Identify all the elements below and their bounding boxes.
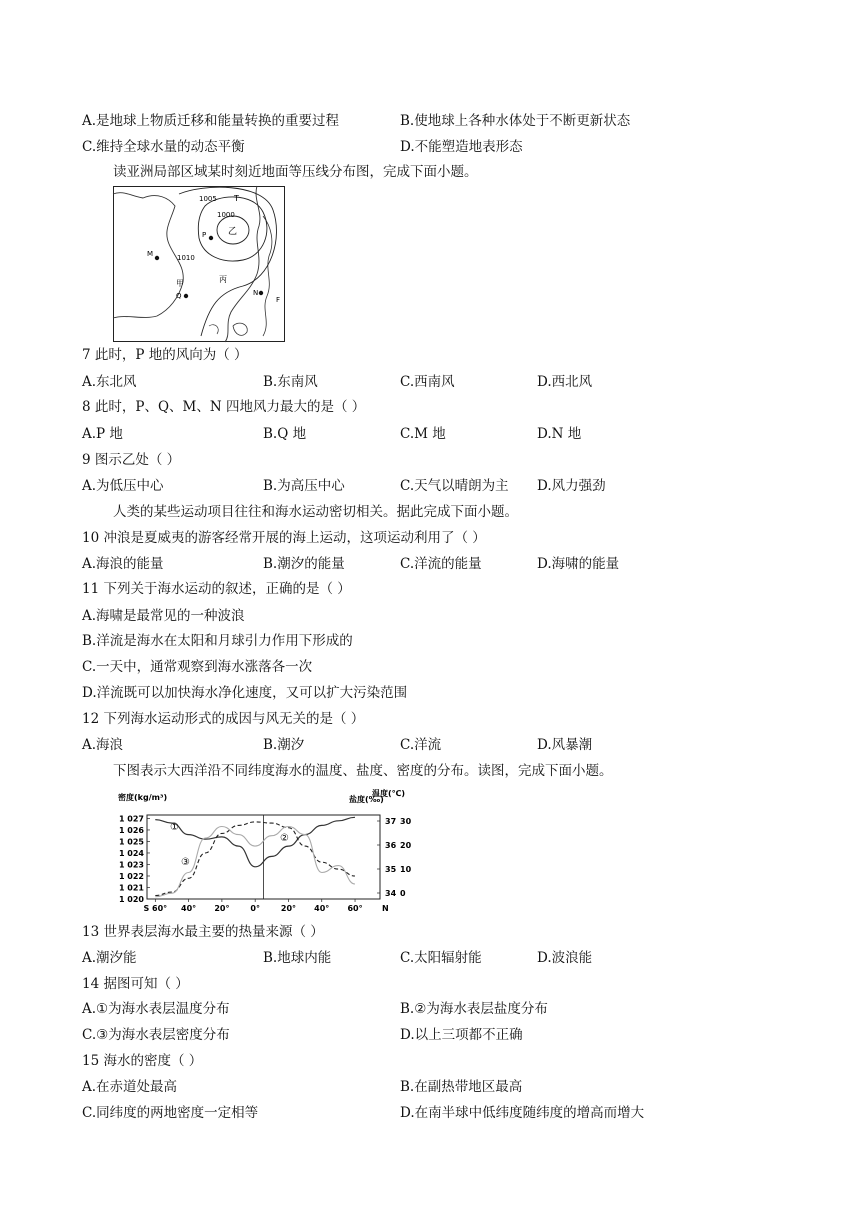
- q12-option-a: A.海浪: [82, 737, 124, 753]
- q15-option-a: A.在赤道处最高: [82, 1079, 178, 1095]
- ylabel-salinity: 盐度(‰): [349, 795, 384, 804]
- label-yi: 乙: [228, 227, 238, 237]
- x-tick-label: S 60°: [143, 904, 168, 913]
- q12-option-b: B.潮汐: [263, 737, 305, 753]
- y-tick-label: 1 021: [118, 883, 144, 893]
- q12-option-c: C.洋流: [400, 737, 442, 753]
- q8-option-a: A.P 地: [82, 426, 123, 442]
- point-q: [184, 294, 188, 298]
- ocean-properties-chart: [110, 786, 410, 914]
- q15-stem: 15 海水的密度（ ）: [82, 1053, 203, 1069]
- y-tick-label: 1 020: [118, 895, 144, 904]
- x-tick-label: N: [382, 904, 389, 913]
- label-bing: 丙: [219, 275, 227, 284]
- q8-option-b: B.Q 地: [263, 426, 307, 442]
- series-1-label: ①: [170, 822, 179, 833]
- q8-stem: 8 此时，P、Q、M、N 四地风力最大的是（ ）: [82, 399, 366, 415]
- q14-option-d: D.以上三项都不正确: [400, 1027, 523, 1043]
- temperature-tick-label: 10: [400, 865, 412, 874]
- q11-option-d: D.洋流既可以加快海水净化速度，又可以扩大污染范围: [82, 685, 408, 701]
- point-n: [259, 291, 263, 295]
- temperature-tick-label: 30: [400, 817, 412, 826]
- label-q: Q: [176, 292, 182, 300]
- q15-option-c: C.同纬度的两地密度一定相等: [82, 1105, 259, 1121]
- label-jia: 甲: [176, 279, 184, 288]
- y-tick-label: 1 023: [118, 860, 144, 870]
- sea-intro: 人类的某些运动项目往往和海水运动密切相关。据此完成下面小题。: [113, 504, 518, 520]
- q13-option-a: A.潮汐能: [82, 950, 137, 966]
- x-tick-label: 60°: [347, 904, 363, 913]
- temperature-tick-label: 20: [400, 841, 412, 850]
- isobar-1000-label: 1000: [217, 211, 235, 219]
- map-intro: 读亚洲局部区域某时刻近地面等压线分布图，完成下面小题。: [113, 164, 478, 180]
- q7-option-c: C.西南风: [400, 374, 455, 390]
- y-tick-label: 1 022: [118, 871, 144, 881]
- y-tick-label: 1 025: [118, 837, 144, 847]
- q10-stem: 10 冲浪是夏威夷的游客经常开展的海上运动，这项运动利用了（ ）: [82, 530, 486, 546]
- q9-stem: 9 图示乙处（ ）: [82, 452, 181, 468]
- series-3-label: ③: [181, 857, 190, 868]
- q8-option-d: D.N 地: [537, 426, 582, 442]
- q9-option-d: D.风力强劲: [537, 478, 606, 494]
- q9-option-b: B.为高压中心: [263, 478, 345, 494]
- q10-option-d: D.海啸的能量: [537, 556, 620, 572]
- q7-option-d: D.西北风: [537, 374, 593, 390]
- x-tick-label: 40°: [314, 904, 330, 913]
- isobar-1010-label: 1010: [177, 254, 195, 262]
- label-n: N: [253, 289, 259, 297]
- q13-option-b: B.地球内能: [263, 950, 332, 966]
- q6-option-d: D.不能塑造地表形态: [400, 139, 523, 155]
- x-tick-label: 40°: [181, 904, 197, 913]
- q8-option-c: C.M 地: [400, 426, 446, 442]
- q11-option-a: A.海啸是最常见的一种波浪: [82, 608, 245, 624]
- q9-option-a: A.为低压中心: [82, 478, 164, 494]
- q10-option-c: C.洋流的能量: [400, 556, 482, 572]
- chart-intro: 下图表示大西洋沿不同纬度海水的温度、盐度、密度的分布。读图，完成下面小题。: [113, 763, 613, 779]
- salinity-tick-label: 35: [385, 865, 397, 874]
- q12-option-d: D.风暴潮: [537, 737, 593, 753]
- q6-option-c: C.维持全球水量的动态平衡: [82, 139, 245, 155]
- point-p: [209, 236, 213, 240]
- q9-option-c: C.天气以晴朗为主: [400, 478, 509, 494]
- q10-option-b: B.潮汐的能量: [263, 556, 345, 572]
- y-tick-label: 1 027: [118, 814, 144, 824]
- label-m: M: [147, 250, 154, 258]
- q11-option-b: B.洋流是海水在太阳和月球引力作用下形成的: [82, 633, 353, 649]
- q11-stem: 11 下列关于海水运动的叙述，正确的是（ ）: [82, 581, 351, 597]
- point-m: [155, 256, 159, 260]
- q14-option-a: A.①为海水表层温度分布: [82, 1001, 230, 1017]
- q15-option-d: D.在南半球中低纬度随纬度的增高而增大: [400, 1105, 645, 1121]
- ylabel-temperature: 温度(℃): [372, 789, 405, 798]
- q6-option-a: A.是地球上物质迁移和能量转换的重要过程: [82, 113, 340, 129]
- isobar-1005-label: 1005: [199, 195, 217, 203]
- q14-option-c: C.③为海水表层密度分布: [82, 1027, 230, 1043]
- salinity-tick-label: 34: [385, 889, 397, 898]
- temperature-tick-label: 0: [400, 889, 406, 898]
- label-f: F: [276, 296, 281, 304]
- label-p: P: [202, 231, 207, 239]
- q10-option-a: A.海浪的能量: [82, 556, 164, 572]
- y-tick-label: 1 026: [118, 825, 144, 835]
- q14-option-b: B.②为海水表层盐度分布: [400, 1001, 548, 1017]
- q7-option-a: A.东北风: [82, 374, 137, 390]
- ylabel-density: 密度(kg/m³): [118, 793, 168, 802]
- q6-option-b: B.使地球上各种水体处于不断更新状态: [400, 113, 631, 129]
- q15-option-b: B.在副热带地区最高: [400, 1079, 523, 1095]
- q14-stem: 14 据图可知（ ）: [82, 976, 189, 992]
- q13-option-c: C.太阳辐射能: [400, 950, 482, 966]
- isobar-map: [113, 186, 285, 342]
- q13-stem: 13 世界表层海水最主要的热量来源（ ）: [82, 924, 324, 940]
- salinity-tick-label: 37: [385, 817, 397, 826]
- q7-stem: 7 此时，P 地的风向为（ ）: [82, 347, 248, 363]
- x-tick-label: 20°: [214, 904, 230, 913]
- y-tick-label: 1 024: [118, 848, 144, 858]
- q11-option-c: C.一天中，通常观察到海水涨落各一次: [82, 659, 313, 675]
- q7-option-b: B.东南风: [263, 374, 318, 390]
- label-t: T: [234, 194, 239, 203]
- x-tick-label: 20°: [280, 904, 297, 913]
- x-tick-label: 0°: [250, 904, 260, 913]
- series-2-label: ②: [280, 833, 289, 844]
- q13-option-d: D.波浪能: [537, 950, 593, 966]
- salinity-tick-label: 36: [385, 841, 397, 850]
- q12-stem: 12 下列海水运动形式的成因与风无关的是（ ）: [82, 711, 365, 727]
